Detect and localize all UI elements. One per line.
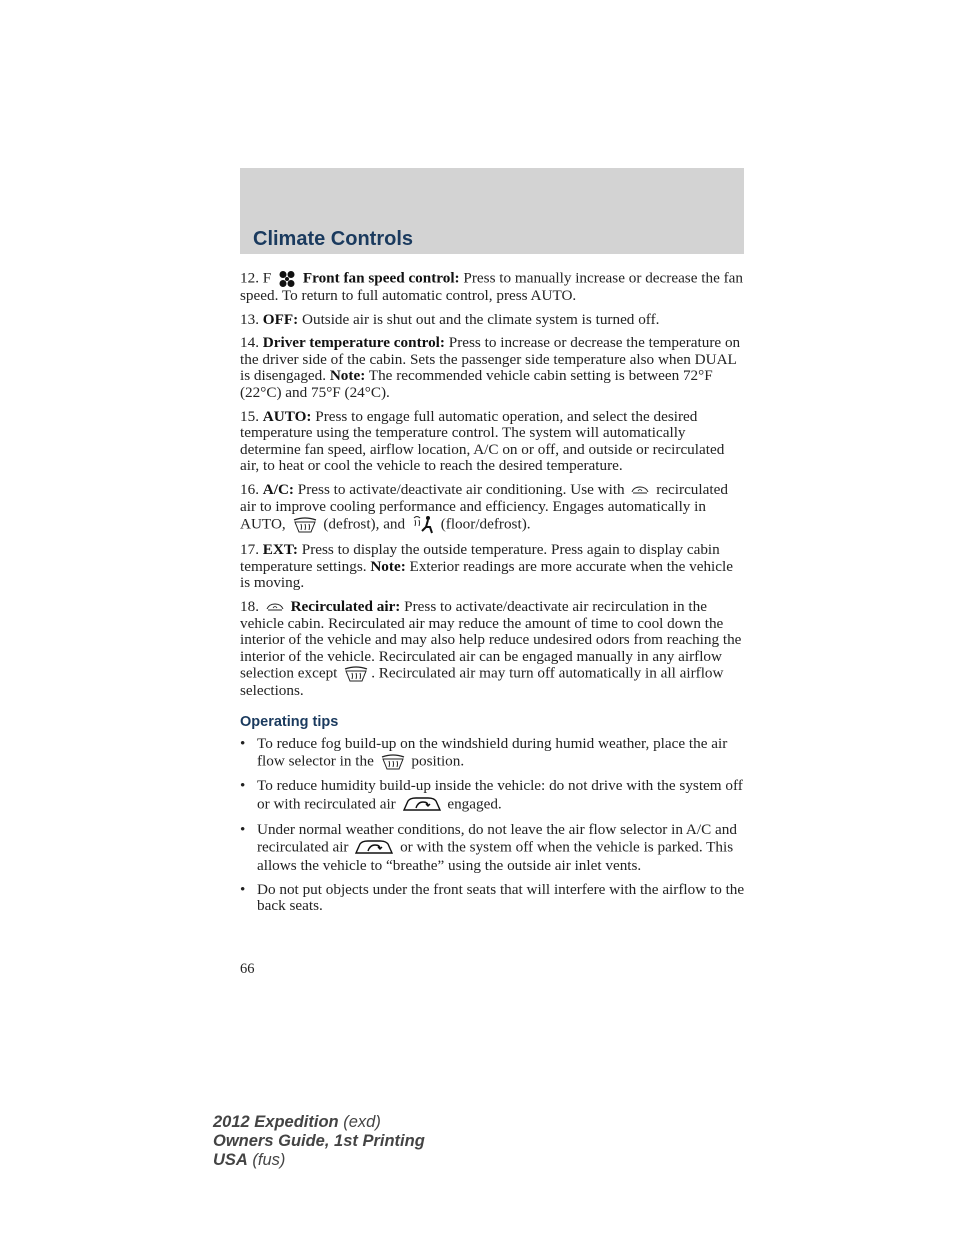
bullet: •	[240, 820, 246, 838]
bullet: •	[240, 735, 246, 753]
bullet: •	[240, 880, 246, 898]
footer-guide-line: Owners Guide, 1st Printing	[213, 1132, 425, 1150]
list-item: • To reduce fog build-up on the windshield during humid weather, place the air flow selector in the position.	[240, 735, 728, 770]
operating-tips-heading: Operating tips	[240, 713, 339, 730]
operating-tips-list	[240, 736, 746, 915]
item-12: 12. F Front fan speed control: Press to manually increase or decrease the fan speed. To return to full automatic control, press AUTO.	[240, 269, 744, 304]
footer-model-line: 2012 Expedition (exd)	[213, 1113, 381, 1131]
floor-defrost-icon	[411, 515, 435, 535]
defrost-icon	[343, 665, 369, 683]
defrost-icon	[292, 516, 318, 534]
page-number: 66	[240, 961, 255, 977]
recirculated-air-icon	[630, 485, 650, 495]
recirculated-air-icon	[354, 838, 394, 858]
item-16: 16. A/C: Press to activate/deactivate air conditioning. Use with recirculated air to improve cooling performance and efficiency. Engages automatically in AUTO, (defrost), and (floor/defrost).	[240, 482, 746, 535]
list-item: • Under normal weather conditions, do not leave the air flow selector in A/C and recirculated air or with the system off when the vehicle is parked. This allows the vehicle to “breathe” using the outside air inlet vents.	[240, 820, 737, 875]
section-title: Climate Controls	[253, 228, 414, 250]
page-content	[240, 270, 746, 922]
defrost-icon	[380, 753, 406, 771]
recirculated-air-icon	[265, 602, 285, 612]
fan-icon	[277, 270, 297, 288]
item-13: 13. OFF: Outside air is shut out and the climate system is turned off.	[240, 310, 660, 328]
item-17: 17. EXT: Press to display the outside temperature. Press again to display cabin temperature settings. Note: Exterior readings are more accurate when the vehicle is moving.	[240, 541, 733, 592]
bullet: •	[240, 777, 246, 795]
item-14: 14. Driver temperature control: Press to increase or decrease the temperature on the driver side of the cabin. Sets the passenger side temperature also when DUAL is disengaged. Note: The recommended vehicle cabin setting is between 72°F (22°C) and 75°F (24°C).	[240, 334, 741, 401]
item-18: 18. Recirculated air: Press to activate/deactivate air recirculation in the vehicle cabin. Recirculated air may reduce the amount of time to cool down the interior of the vehicle and may also help reduce undesired odors from reaching the interior of the vehicle. Recirculated air can be engaged manually in any airflow selection except . Recirculated air may turn off automatically in all airflow selections.	[240, 597, 742, 700]
item-15: 15. AUTO: Press to engage full automatic operation, and select the desired temperature using the temperature control. The system will automatically determine fan speed, airflow location, A/C on or off, and outside or recirculated air, to heat or cool the vehicle to reach the desired temperature.	[240, 407, 725, 475]
list-item: • Do not put objects under the front seats that will interfere with the airflow to the back seats.	[240, 880, 745, 915]
recirculated-air-icon	[402, 795, 442, 815]
list-item: • To reduce humidity build-up inside the vehicle: do not drive with the system off or with recirculated air engaged.	[240, 778, 746, 815]
document-footer	[213, 1113, 425, 1170]
footer-region-line: USA (fus)	[213, 1151, 286, 1169]
